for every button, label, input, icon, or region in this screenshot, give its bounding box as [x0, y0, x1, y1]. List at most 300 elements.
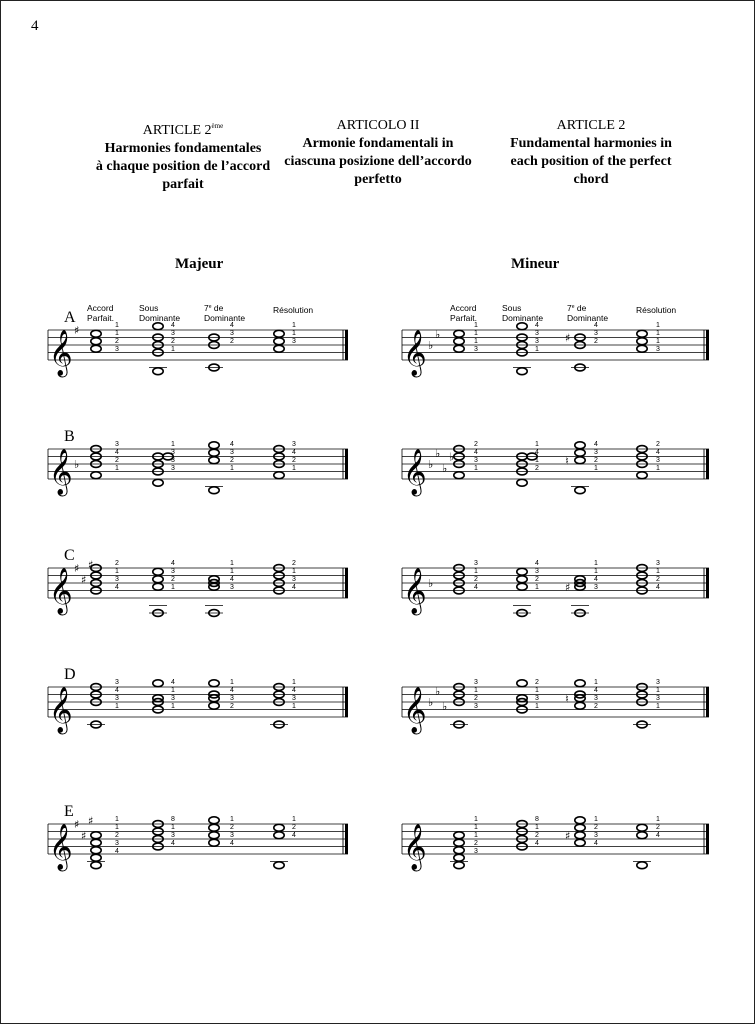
whole-note: [91, 338, 101, 345]
finger-figure: 1: [292, 703, 296, 710]
article-italian-line-1: Armonie fondamentali in: [302, 136, 454, 151]
whole-note: [209, 817, 219, 824]
whole-note: [209, 832, 219, 839]
key-sharp-icon: ♯: [88, 558, 94, 572]
finger-figure: 1: [230, 679, 234, 686]
key-flat-icon: ♭: [428, 339, 434, 352]
finger-figure: 3: [594, 449, 598, 456]
finger-figure: 2: [656, 441, 660, 448]
key-sharp-icon: ♯: [74, 324, 80, 337]
whole-note: [637, 345, 647, 352]
whole-note: [153, 568, 163, 575]
label-sous-minor-1: Sous: [502, 303, 522, 313]
whole-note: [209, 442, 219, 449]
final-barline-thick: [345, 824, 348, 854]
whole-note: [454, 330, 464, 337]
key-sharp-icon: ♯: [81, 573, 87, 587]
key-sharp-icon: ♯: [74, 818, 80, 831]
accidental-sharp-icon: ♯: [565, 580, 571, 594]
key-flat-icon: ♭: [428, 696, 434, 709]
finger-figure: 4: [115, 449, 119, 456]
accidental-natural-icon: ♮: [565, 454, 569, 468]
key-sharp-icon: ♯: [74, 562, 80, 575]
finger-figure: 1: [656, 816, 660, 823]
key-flat-icon: ♭: [449, 450, 455, 464]
finger-figure: 4: [292, 832, 296, 839]
whole-note: [517, 323, 527, 330]
whole-note: [575, 839, 585, 846]
finger-figure: 4: [230, 441, 234, 448]
finger-figure: 2: [535, 679, 539, 686]
finger-figure: 1: [656, 703, 660, 710]
label-accord-major-2: Parfait.: [87, 313, 114, 323]
finger-figure: 2: [474, 840, 478, 847]
finger-figure: 4: [535, 322, 539, 329]
whole-note: [575, 817, 585, 824]
finger-figure: 1: [656, 568, 660, 575]
finger-figure: 3: [292, 695, 296, 702]
accidental-sharp-icon: ♯: [565, 829, 571, 843]
finger-figure: 2: [656, 824, 660, 831]
final-barline-thick: [345, 449, 348, 479]
finger-figure: 1: [594, 679, 598, 686]
finger-figure: 3: [594, 584, 598, 591]
finger-figure: 3: [115, 576, 119, 583]
finger-figure: 2: [292, 824, 296, 831]
finger-figure: 2: [171, 576, 175, 583]
whole-note: [274, 330, 284, 337]
finger-figure: 1: [474, 568, 478, 575]
whole-note: [637, 824, 647, 831]
finger-figure: 4: [535, 560, 539, 567]
finger-figure: 1: [535, 346, 539, 353]
treble-clef-icon: 𝄞: [403, 330, 427, 376]
finger-figure: 4: [656, 449, 660, 456]
finger-figure: 1: [230, 568, 234, 575]
finger-figure: 4: [115, 848, 119, 855]
whole-note: [517, 568, 527, 575]
finger-figure: 4: [171, 679, 175, 686]
label-accord-major-1: Accord: [87, 303, 114, 313]
finger-figure: 4: [474, 449, 478, 456]
finger-figure: 3: [594, 695, 598, 702]
whole-note: [454, 847, 464, 854]
label-accord-minor-2: Parfait.: [450, 313, 477, 323]
whole-note: [454, 472, 464, 479]
finger-figure: 2: [535, 465, 539, 472]
row-label-b: B: [64, 428, 75, 445]
finger-figure: 1: [171, 687, 175, 694]
finger-figure: 2: [535, 576, 539, 583]
treble-clef-icon: 𝄞: [49, 568, 73, 614]
article-french-line-3: parfait: [162, 177, 204, 192]
finger-figure: 4: [292, 584, 296, 591]
treble-clef-icon: 𝄞: [403, 568, 427, 614]
finger-figure: 1: [115, 816, 119, 823]
label-sous-major-1: Sous: [139, 303, 159, 313]
finger-figure: 3: [171, 465, 175, 472]
finger-figure: 8: [171, 816, 175, 823]
finger-figure: 1: [171, 584, 175, 591]
finger-figure: 1: [474, 687, 478, 694]
finger-figure: 2: [230, 703, 234, 710]
treble-clef-icon: 𝄞: [49, 449, 73, 495]
key-sharp-icon: ♯: [88, 814, 94, 828]
finger-figure: 2: [474, 576, 478, 583]
finger-figure: 1: [115, 465, 119, 472]
final-barline-thick: [706, 687, 709, 717]
whole-note: [637, 338, 647, 345]
row-label-a: A: [64, 309, 76, 326]
finger-figure: 2: [115, 832, 119, 839]
key-flat-icon: ♭: [442, 461, 448, 475]
whole-note: [91, 854, 101, 861]
treble-clef-icon: 𝄞: [49, 330, 73, 376]
finger-figure: 1: [115, 330, 119, 337]
whole-note: [637, 330, 647, 337]
label-resolution-major: Résolution: [273, 305, 314, 315]
finger-figure: 3: [535, 695, 539, 702]
article-english-title: ARTICLE 2: [556, 118, 626, 133]
finger-figure: 3: [115, 679, 119, 686]
finger-figure: 1: [115, 824, 119, 831]
finger-figure: 1: [230, 816, 234, 823]
finger-figure: 1: [656, 465, 660, 472]
page-number: 4: [31, 18, 39, 34]
finger-figure: 1: [535, 584, 539, 591]
whole-note: [209, 487, 219, 494]
whole-note: [575, 487, 585, 494]
finger-figure: 1: [594, 568, 598, 575]
finger-figure: 1: [656, 322, 660, 329]
finger-figure: 4: [171, 322, 175, 329]
whole-note: [454, 345, 464, 352]
label-septieme-major-1: 7e de: [204, 303, 224, 313]
row-label-e: E: [64, 803, 74, 820]
finger-figure: 4: [656, 832, 660, 839]
whole-note: [575, 680, 585, 687]
treble-clef-icon: 𝄞: [49, 824, 73, 870]
finger-figure: 1: [292, 816, 296, 823]
finger-figure: 1: [474, 330, 478, 337]
label-septieme-minor-2: Dominante: [567, 313, 609, 323]
finger-figure: 3: [171, 832, 175, 839]
whole-note: [153, 583, 163, 590]
finger-figure: 1: [171, 824, 175, 831]
treble-clef-icon: 𝄞: [49, 687, 73, 733]
whole-note: [91, 847, 101, 854]
whole-note: [575, 449, 585, 456]
final-barline-thick: [345, 568, 348, 598]
finger-figure: 3: [171, 568, 175, 575]
finger-figure: 2: [115, 457, 119, 464]
whole-note: [209, 457, 219, 464]
article-english-line-1: Fundamental harmonies in: [510, 136, 672, 151]
finger-figure: 1: [535, 703, 539, 710]
finger-figure: 2: [594, 457, 598, 464]
finger-figure: 4: [594, 576, 598, 583]
finger-figure: 4: [115, 687, 119, 694]
finger-figure: 3: [656, 679, 660, 686]
finger-figure: 3: [535, 338, 539, 345]
finger-figure: 4: [171, 560, 175, 567]
section-minor-title: Mineur: [511, 256, 560, 272]
whole-note: [153, 479, 163, 486]
finger-figure: 2: [474, 695, 478, 702]
whole-note: [575, 824, 585, 831]
article-french-line-1: Harmonies fondamentales: [104, 141, 262, 156]
whole-note: [517, 576, 527, 583]
finger-figure: 1: [115, 322, 119, 329]
key-flat-icon: ♭: [435, 446, 441, 460]
finger-figure: 4: [594, 441, 598, 448]
whole-note: [91, 472, 101, 479]
finger-figure: 4: [594, 322, 598, 329]
whole-note: [274, 824, 284, 831]
article-english-line-2: each position of the perfect: [510, 154, 672, 169]
final-barline-thick: [706, 568, 709, 598]
row-label-c: C: [64, 547, 75, 564]
whole-note: [575, 457, 585, 464]
finger-figure: 1: [535, 824, 539, 831]
finger-figure: 2: [230, 338, 234, 345]
treble-clef-icon: 𝄞: [403, 687, 427, 733]
finger-figure: 3: [474, 457, 478, 464]
key-flat-icon: ♭: [428, 458, 434, 471]
whole-note: [517, 368, 527, 375]
finger-figure: 3: [656, 560, 660, 567]
finger-figure: 4: [171, 840, 175, 847]
finger-figure: 4: [230, 687, 234, 694]
key-flat-icon: ♭: [435, 684, 441, 698]
finger-figure: 3: [171, 449, 175, 456]
finger-figure: 3: [292, 441, 296, 448]
finger-figure: 1: [230, 560, 234, 567]
finger-figure: 2: [474, 441, 478, 448]
finger-figure: 4: [292, 449, 296, 456]
whole-note: [209, 824, 219, 831]
finger-figure: 3: [474, 679, 478, 686]
whole-note: [153, 323, 163, 330]
whole-note: [91, 330, 101, 337]
finger-figure: 2: [292, 560, 296, 567]
finger-figure: 1: [230, 465, 234, 472]
finger-figure: 3: [230, 330, 234, 337]
finger-figure: 4: [115, 584, 119, 591]
final-barline-thick: [345, 687, 348, 717]
label-sous-minor-2: Dominante: [502, 313, 544, 323]
whole-note: [517, 479, 527, 486]
finger-figure: 4: [292, 687, 296, 694]
finger-figure: 3: [474, 703, 478, 710]
whole-note: [274, 472, 284, 479]
finger-figure: 2: [292, 457, 296, 464]
finger-figure: 1: [594, 465, 598, 472]
finger-figure: 4: [474, 584, 478, 591]
whole-note: [575, 442, 585, 449]
finger-figure: 1: [594, 816, 598, 823]
finger-figure: 1: [474, 816, 478, 823]
key-flat-icon: ♭: [74, 458, 80, 471]
section-major-title: Majeur: [175, 256, 224, 272]
key-flat-icon: ♭: [428, 577, 434, 590]
finger-figure: 1: [656, 338, 660, 345]
row-label-d: D: [64, 666, 76, 683]
finger-figure: 3: [171, 330, 175, 337]
finger-figure: 3: [535, 568, 539, 575]
finger-figure: 1: [171, 441, 175, 448]
whole-note: [454, 862, 464, 869]
treble-clef-icon: 𝄞: [403, 824, 427, 870]
finger-figure: 3: [115, 441, 119, 448]
whole-note: [274, 862, 284, 869]
finger-figure: 1: [474, 338, 478, 345]
whole-note: [454, 338, 464, 345]
final-barline-thick: [706, 824, 709, 854]
finger-figure: 1: [171, 346, 175, 353]
finger-figure: 4: [656, 584, 660, 591]
whole-note: [153, 368, 163, 375]
finger-figure: 3: [656, 695, 660, 702]
accidental-natural-icon: ♮: [565, 692, 569, 706]
finger-figure: 2: [171, 338, 175, 345]
finger-figure: 3: [115, 695, 119, 702]
finger-figure: 4: [230, 322, 234, 329]
finger-figure: 3: [474, 346, 478, 353]
finger-figure: 3: [594, 832, 598, 839]
whole-note: [637, 472, 647, 479]
final-barline-thick: [706, 449, 709, 479]
finger-figure: 1: [656, 330, 660, 337]
finger-figure: 3: [230, 449, 234, 456]
article-italian-line-3: perfetto: [354, 172, 402, 187]
whole-note: [153, 576, 163, 583]
label-septieme-major-2: Dominante: [204, 313, 246, 323]
finger-figure: 2: [115, 338, 119, 345]
finger-figure: 3: [474, 848, 478, 855]
finger-figure: 2: [230, 457, 234, 464]
finger-figure: 4: [594, 840, 598, 847]
finger-figure: 1: [115, 703, 119, 710]
finger-figure: 1: [292, 465, 296, 472]
finger-figure: 2: [230, 824, 234, 831]
article-italian-line-2: ciascuna posizione dell’accordo: [284, 154, 472, 169]
finger-figure: 1: [594, 560, 598, 567]
whole-note: [91, 832, 101, 839]
finger-figure: 1: [292, 679, 296, 686]
finger-figure: 2: [594, 824, 598, 831]
whole-note: [209, 839, 219, 846]
whole-note: [209, 702, 219, 709]
finger-figure: 1: [292, 568, 296, 575]
finger-figure: 1: [115, 568, 119, 575]
finger-figure: 2: [594, 703, 598, 710]
finger-figure: 3: [230, 584, 234, 591]
finger-figure: 3: [594, 330, 598, 337]
label-resolution-minor: Résolution: [636, 305, 677, 315]
whole-note: [575, 832, 585, 839]
final-barline-thick: [706, 330, 709, 360]
finger-figure: 3: [535, 330, 539, 337]
key-flat-icon: ♭: [442, 699, 448, 713]
finger-figure: 1: [474, 465, 478, 472]
finger-figure: 1: [292, 330, 296, 337]
key-flat-icon: ♭: [435, 327, 441, 341]
finger-figure: 1: [656, 687, 660, 694]
whole-note: [274, 338, 284, 345]
finger-figure: 3: [474, 560, 478, 567]
finger-figure: 2: [115, 560, 119, 567]
final-barline-thick: [345, 330, 348, 360]
key-sharp-icon: ♯: [81, 829, 87, 843]
whole-note: [454, 854, 464, 861]
whole-note: [637, 832, 647, 839]
label-accord-minor-1: Accord: [450, 303, 477, 313]
whole-note: [274, 345, 284, 352]
finger-figure: 3: [171, 457, 175, 464]
finger-figure: 3: [230, 832, 234, 839]
whole-note: [517, 583, 527, 590]
whole-note: [153, 680, 163, 687]
finger-figure: 4: [594, 687, 598, 694]
finger-figure: 4: [230, 576, 234, 583]
finger-figure: 3: [656, 346, 660, 353]
finger-figure: 3: [115, 346, 119, 353]
finger-figure: 4: [535, 449, 539, 456]
article-french-title: ARTICLE 2ème: [142, 122, 224, 138]
finger-figure: 1: [474, 832, 478, 839]
whole-note: [454, 839, 464, 846]
finger-figure: 4: [535, 840, 539, 847]
finger-figure: 1: [535, 441, 539, 448]
whole-note: [209, 680, 219, 687]
finger-figure: 1: [535, 457, 539, 464]
whole-note: [91, 345, 101, 352]
finger-figure: 2: [535, 832, 539, 839]
label-septieme-minor-1: 7e de: [567, 303, 587, 313]
finger-figure: 1: [171, 703, 175, 710]
finger-figure: 3: [115, 840, 119, 847]
whole-note: [454, 832, 464, 839]
finger-figure: 3: [292, 576, 296, 583]
article-italian-title: ARTICOLO II: [336, 118, 420, 133]
finger-figure: 8: [535, 816, 539, 823]
finger-figure: 3: [171, 695, 175, 702]
article-french-line-2: à chaque position de l’accord: [95, 159, 271, 174]
whole-note: [91, 839, 101, 846]
whole-note: [575, 702, 585, 709]
finger-figure: 1: [292, 322, 296, 329]
article-english-line-3: chord: [573, 172, 609, 187]
finger-figure: 3: [230, 695, 234, 702]
finger-figure: 3: [292, 338, 296, 345]
whole-note: [91, 862, 101, 869]
finger-figure: 1: [474, 322, 478, 329]
finger-figure: 4: [230, 840, 234, 847]
whole-note: [209, 449, 219, 456]
finger-figure: 2: [656, 576, 660, 583]
finger-figure: 3: [656, 457, 660, 464]
accidental-sharp-icon: ♯: [565, 331, 571, 345]
finger-figure: 1: [535, 687, 539, 694]
label-sous-major-2: Dominante: [139, 313, 181, 323]
finger-figure: 2: [594, 338, 598, 345]
finger-figure: 1: [474, 824, 478, 831]
whole-note: [274, 832, 284, 839]
whole-note: [517, 680, 527, 687]
treble-clef-icon: 𝄞: [403, 449, 427, 495]
whole-note: [637, 862, 647, 869]
